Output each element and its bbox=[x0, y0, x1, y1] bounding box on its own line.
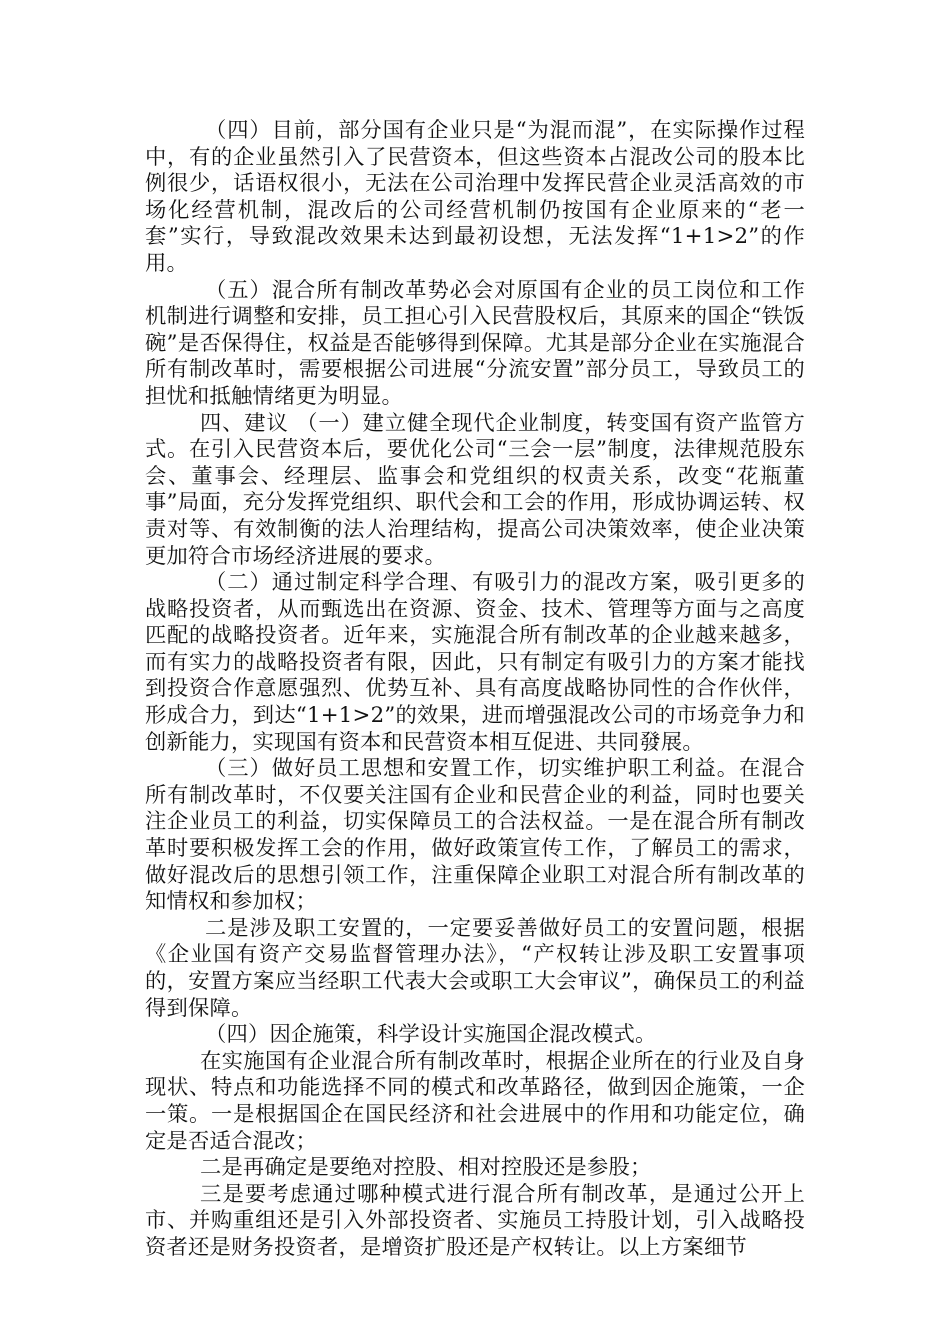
paragraph-suggestion-4-body: 在实施国有企业混合所有制改革时，根据企业所在的行业及自身现状、特点和功能选择不同的模式和改革路径，做到因企施策，一企一策。一是根据国企在国民经济和社会进展中的作用和功能定位，确定是否适合混改； bbox=[145, 1048, 805, 1154]
document-page bbox=[145, 118, 805, 1262]
paragraph-suggestion-4-part-3: 三是要考虑通过哪种模式进行混合所有制改革，是通过公开上市、并购重组还是引入外部投资者、实施员工持股计划，引入战略投资者还是财务投资者，是增资扩股还是产权转让。以上方案细节 bbox=[145, 1181, 805, 1260]
paragraph-suggestion-2: （二）通过制定科学合理、有吸引力的混改方案，吸引更多的战略投资者，从而甄选出在资源、资金、技术、管理等方面与之高度匹配的战略投资者。近年来，实施混合所有制改革的企业越来越多，而有实力的战略投资者有限，因此，只有制定有吸引力的方案才能找到投资合作意愿强烈、优势互补、具有高度战略协同性的合作伙伴，形成合力，到达“1+1>2”的效果，进而增强混改公司的市场竞争力和创新能力，实现国有资本和民营资本相互促进、共同發展。 bbox=[145, 570, 805, 755]
paragraph-suggestion-3-part-2: 二是涉及职工安置的，一定要妥善做好员工的安置问题，根据《企业国有资产交易监督管理办法》，“产权转让涉及职工安置事项的，安置方案应当经职工代表大会或职工大会审议”，确保员工的利益得到保障。 bbox=[145, 915, 805, 1021]
paragraph-suggestion-3: （三）做好员工思想和安置工作，切实维护职工利益。在混合所有制改革时，不仅要关注国有企业和民营企业的利益，同时也要关注企业员工的利益，切实保障员工的合法权益。一是在混合所有制改革时要积极发挥工会的作用，做好政策宣传工作，了解员工的需求，做好混改后的思想引领工作，注重保障企业职工对混合所有制改革的知情权和参加权； bbox=[145, 756, 805, 915]
paragraph-4-current-issues: （四）目前，部分国有企业只是“为混而混”，在实际操作过程中，有的企业虽然引入了民营资本，但这些资本占混改公司的股本比例很少，话语权很小，无法在公司治理中发挥民营企业灵活高效的市场化经营机制，混改后的公司经营机制仍按国有企业原来的“老一套”实行，导致混改效果未达到最初设想，无法发挥“1+1>2”的作用。 bbox=[145, 118, 805, 276]
paragraph-suggestion-4-part-2: 二是再确定是要绝对控股、相对控股还是参股； bbox=[200, 1155, 652, 1181]
paragraph-suggestion-4-heading: （四）因企施策，科学设计实施国企混改模式。 bbox=[205, 1022, 657, 1048]
paragraph-5-employee-concerns: （五）混合所有制改革势必会对原国有企业的员工岗位和工作机制进行调整和安排，员工担心引入民营股权后，其原来的国企“铁饭碗”是否保得住，权益是否能够得到保障。尤其是部分企业在实施混合所有制改革时，需要根据公司进展“分流安置”部分员工，导致员工的担忧和抵触情绪更为明显。 bbox=[145, 277, 805, 409]
paragraph-suggestion-1: 四、建议 （一）建立健全现代企业制度，转变国有资产监管方式。在引入民营资本后，要优化公司“三会一层”制度，法律规范股东会、董事会、经理层、监事会和党组织的权责关系，改变“花瓶董事”局面，充分发挥党组织、职代会和工会的作用，形成协调运转、权责对等、有效制衡的法人治理结构，提高公司决策效率，使企业决策更加符合市场经济进展的要求。 bbox=[145, 410, 805, 569]
